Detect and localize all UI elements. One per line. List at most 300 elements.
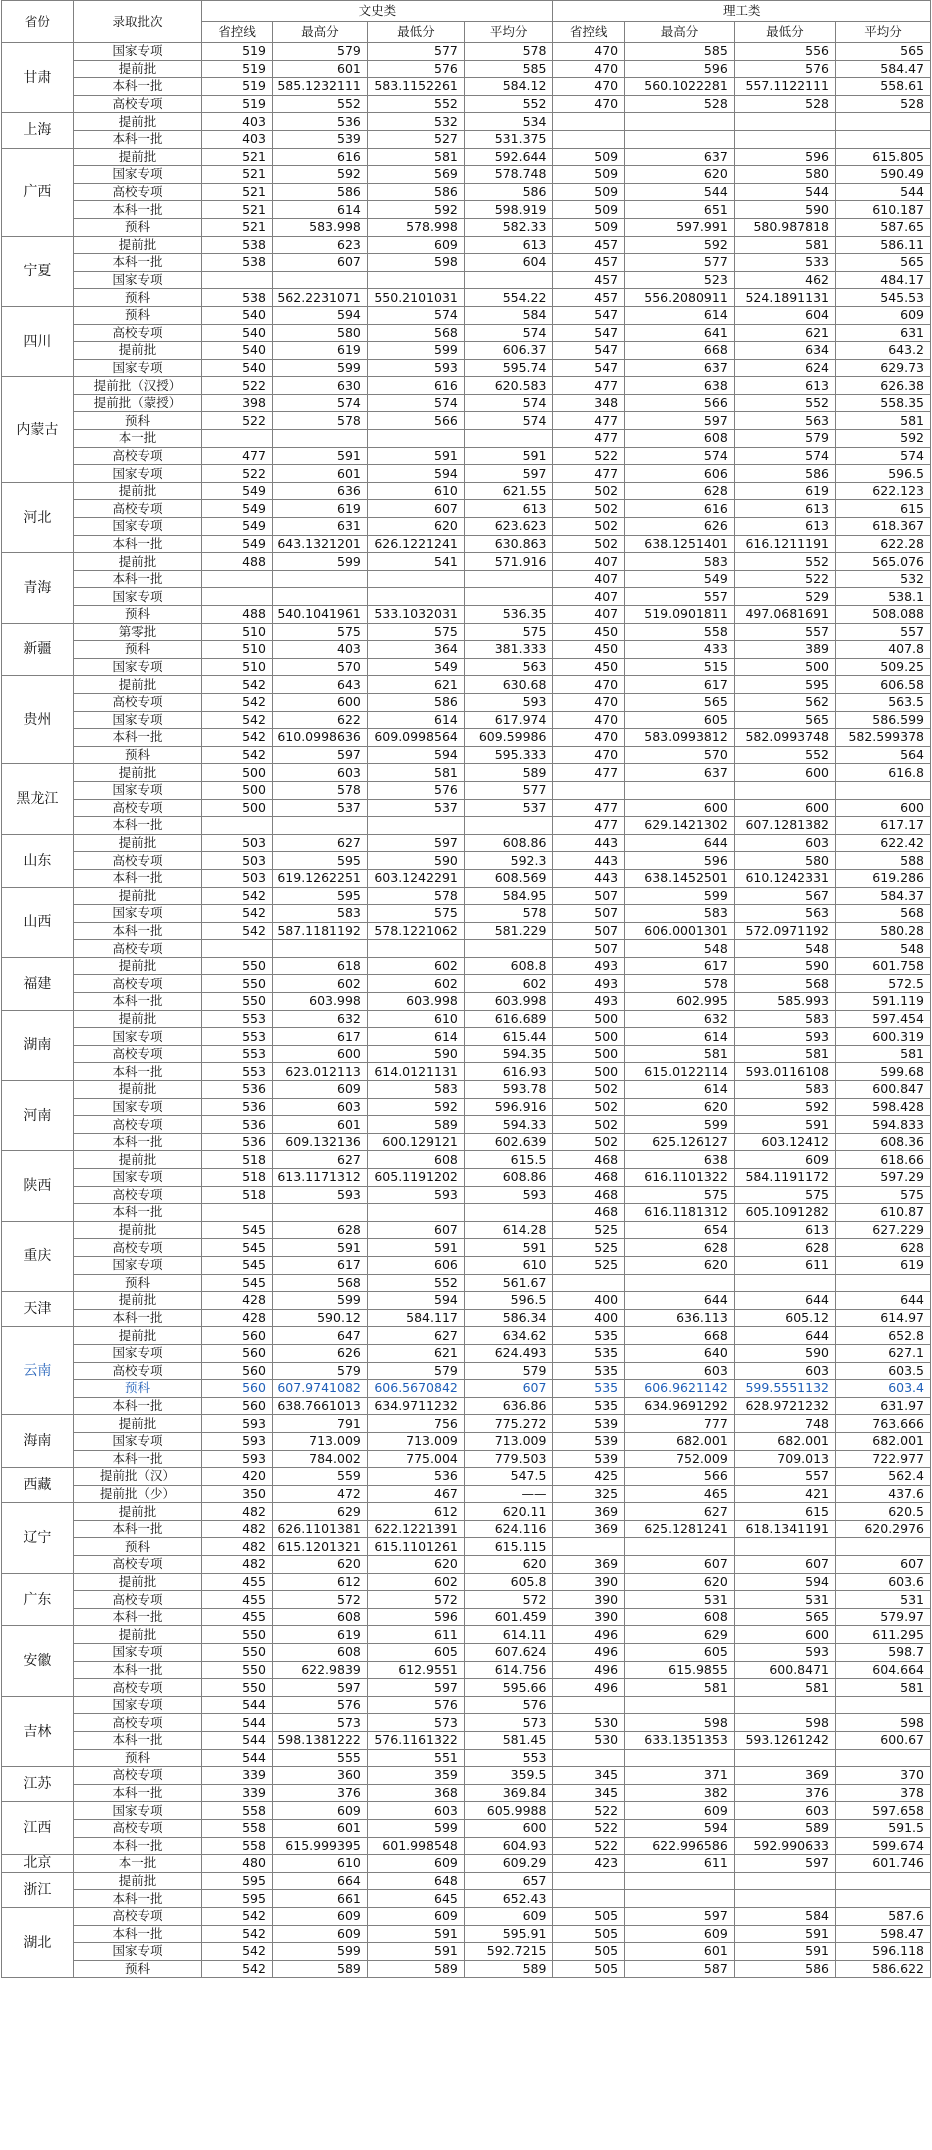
score-cell: 553 bbox=[202, 1010, 273, 1028]
score-cell: 713.009 bbox=[272, 1432, 367, 1450]
score-cell: 482 bbox=[202, 1520, 273, 1538]
score-cell bbox=[272, 271, 367, 289]
score-cell: 617.974 bbox=[464, 711, 553, 729]
score-cell bbox=[464, 570, 553, 588]
score-cell: 613 bbox=[734, 500, 835, 518]
table-row bbox=[2, 201, 931, 219]
batch-cell: 高校专项 bbox=[73, 1045, 202, 1063]
score-cell: 618.367 bbox=[836, 518, 931, 536]
score-cell: 519 bbox=[202, 60, 273, 78]
table-row bbox=[2, 1116, 931, 1134]
score-cell: 534 bbox=[464, 113, 553, 131]
score-cell: 509 bbox=[553, 183, 625, 201]
score-cell bbox=[553, 113, 625, 131]
score-cell: 589 bbox=[367, 1116, 464, 1134]
score-cell: 539 bbox=[553, 1415, 625, 1433]
table-row bbox=[2, 271, 931, 289]
table-row bbox=[2, 1925, 931, 1943]
score-cell: 606.9621142 bbox=[625, 1380, 735, 1398]
score-cell: 586.11 bbox=[836, 236, 931, 254]
score-cell: 582.33 bbox=[464, 218, 553, 236]
score-cell: 369 bbox=[553, 1520, 625, 1538]
batch-cell: 国家专项 bbox=[73, 588, 202, 606]
score-cell: 544 bbox=[734, 183, 835, 201]
score-cell: 583 bbox=[625, 553, 735, 571]
score-cell bbox=[202, 430, 273, 448]
score-cell: 556.2080911 bbox=[625, 289, 735, 307]
score-cell: 589 bbox=[272, 1960, 367, 1978]
score-cell: 775.004 bbox=[367, 1450, 464, 1468]
score-cell: 457 bbox=[553, 271, 625, 289]
score-cell: 602 bbox=[367, 1573, 464, 1591]
score-cell: 576 bbox=[464, 1696, 553, 1714]
score-cell: 542 bbox=[202, 693, 273, 711]
score-cell: 617 bbox=[625, 957, 735, 975]
score-cell: 668 bbox=[625, 342, 735, 360]
table-row bbox=[2, 342, 931, 360]
header-col: 平均分 bbox=[464, 22, 553, 43]
score-cell: 477 bbox=[553, 465, 625, 483]
score-cell: 619.1262251 bbox=[272, 869, 367, 887]
score-cell: 583 bbox=[625, 905, 735, 923]
batch-cell: 国家专项 bbox=[73, 359, 202, 377]
score-cell: 552 bbox=[367, 1274, 464, 1292]
score-cell: 591 bbox=[464, 1239, 553, 1257]
score-cell: 592 bbox=[734, 1098, 835, 1116]
score-cell: 578 bbox=[464, 43, 553, 61]
score-cell: 597 bbox=[272, 746, 367, 764]
score-cell: 661 bbox=[272, 1890, 367, 1908]
score-cell: 615.0122114 bbox=[625, 1063, 735, 1081]
batch-cell: 高校专项 bbox=[73, 1186, 202, 1204]
batch-cell: 高校专项 bbox=[73, 500, 202, 518]
table-row bbox=[2, 887, 931, 905]
score-cell: 581 bbox=[734, 1045, 835, 1063]
score-cell: 537 bbox=[272, 799, 367, 817]
score-cell: 622.996586 bbox=[625, 1837, 735, 1855]
score-cell: 403 bbox=[272, 641, 367, 659]
score-cell: 602 bbox=[464, 975, 553, 993]
score-cell: 622.28 bbox=[836, 535, 931, 553]
score-cell: 552 bbox=[734, 746, 835, 764]
score-cell: 552 bbox=[367, 95, 464, 113]
score-cell: 614 bbox=[625, 1081, 735, 1099]
score-cell: 682.001 bbox=[836, 1432, 931, 1450]
score-cell: 632 bbox=[625, 1010, 735, 1028]
score-cell: 654 bbox=[625, 1221, 735, 1239]
score-cell: 597.658 bbox=[836, 1802, 931, 1820]
score-cell: 606 bbox=[625, 465, 735, 483]
score-cell: 477 bbox=[553, 817, 625, 835]
batch-cell: 本科一批 bbox=[73, 1890, 202, 1908]
score-cell: 622.1221391 bbox=[367, 1520, 464, 1538]
score-cell: 378 bbox=[836, 1784, 931, 1802]
table-row bbox=[2, 1063, 931, 1081]
score-cell bbox=[836, 1696, 931, 1714]
score-cell: 630.68 bbox=[464, 676, 553, 694]
score-cell: 594 bbox=[367, 746, 464, 764]
score-cell: 545 bbox=[202, 1256, 273, 1274]
score-cell: 613 bbox=[734, 1221, 835, 1239]
score-cell: 605 bbox=[625, 1644, 735, 1662]
score-cell: 545 bbox=[202, 1274, 273, 1292]
score-cell: 502 bbox=[553, 1133, 625, 1151]
table-row bbox=[2, 412, 931, 430]
province-cell: 北京 bbox=[2, 1855, 74, 1873]
score-cell: 550 bbox=[202, 957, 273, 975]
score-cell: 579 bbox=[734, 430, 835, 448]
score-cell: 577 bbox=[464, 781, 553, 799]
score-cell: 616.1101322 bbox=[625, 1169, 735, 1187]
table-row bbox=[2, 1503, 931, 1521]
score-cell: 713.009 bbox=[367, 1432, 464, 1450]
batch-cell: 预科 bbox=[73, 412, 202, 430]
score-cell: 552 bbox=[734, 553, 835, 571]
province-cell: 吉林 bbox=[2, 1696, 74, 1766]
score-cell: 591 bbox=[734, 1116, 835, 1134]
score-cell: 601.746 bbox=[836, 1855, 931, 1873]
score-cell: 636.86 bbox=[464, 1397, 553, 1415]
batch-cell: 高校专项 bbox=[73, 1714, 202, 1732]
score-cell: 610 bbox=[367, 1010, 464, 1028]
score-cell bbox=[625, 1890, 735, 1908]
score-cell: 599.5551132 bbox=[734, 1380, 835, 1398]
score-cell bbox=[625, 1696, 735, 1714]
score-cell: 626.38 bbox=[836, 377, 931, 395]
score-cell: 605.1091282 bbox=[734, 1204, 835, 1222]
score-cell: 578.998 bbox=[367, 218, 464, 236]
score-cell: 589 bbox=[367, 1960, 464, 1978]
score-cell: 615 bbox=[836, 500, 931, 518]
score-cell: 547 bbox=[553, 342, 625, 360]
batch-cell: 提前批 bbox=[73, 1415, 202, 1433]
score-cell: 573 bbox=[464, 1714, 553, 1732]
score-cell: 500 bbox=[202, 781, 273, 799]
table-row bbox=[2, 1644, 931, 1662]
score-cell: 553 bbox=[202, 1028, 273, 1046]
score-cell: 592.990633 bbox=[734, 1837, 835, 1855]
score-cell bbox=[734, 1749, 835, 1767]
province-cell: 陕西 bbox=[2, 1151, 74, 1221]
batch-cell: 高校专项 bbox=[73, 324, 202, 342]
score-cell: 400 bbox=[553, 1292, 625, 1310]
table-row bbox=[2, 482, 931, 500]
score-cell: 588 bbox=[836, 852, 931, 870]
score-cell: 616.1211191 bbox=[734, 535, 835, 553]
score-cell: 570 bbox=[272, 658, 367, 676]
score-cell: 550 bbox=[202, 975, 273, 993]
score-cell: 593 bbox=[367, 1186, 464, 1204]
score-cell: 539 bbox=[553, 1450, 625, 1468]
score-cell: 603 bbox=[734, 1362, 835, 1380]
score-cell: 574 bbox=[367, 394, 464, 412]
batch-cell: 第零批 bbox=[73, 623, 202, 641]
score-cell: 457 bbox=[553, 236, 625, 254]
score-cell: 500 bbox=[202, 799, 273, 817]
score-cell bbox=[272, 430, 367, 448]
batch-cell: 本一批 bbox=[73, 1855, 202, 1873]
table-row bbox=[2, 957, 931, 975]
score-cell: 581 bbox=[367, 148, 464, 166]
batch-cell: 高校专项 bbox=[73, 1591, 202, 1609]
score-cell: 509.25 bbox=[836, 658, 931, 676]
score-cell: 643 bbox=[272, 676, 367, 694]
batch-cell: 高校专项 bbox=[73, 975, 202, 993]
table-row bbox=[2, 729, 931, 747]
score-cell: 545 bbox=[202, 1221, 273, 1239]
score-cell: 609.59986 bbox=[464, 729, 553, 747]
batch-cell: 提前批 bbox=[73, 1292, 202, 1310]
score-cell: 626.1221241 bbox=[367, 535, 464, 553]
score-cell bbox=[272, 940, 367, 958]
score-cell: 542 bbox=[202, 905, 273, 923]
score-cell: 623.623 bbox=[464, 518, 553, 536]
score-cell: 521 bbox=[202, 218, 273, 236]
table-row bbox=[2, 1081, 931, 1099]
score-cell: 600 bbox=[836, 799, 931, 817]
table-row bbox=[2, 1890, 931, 1908]
score-cell: 538 bbox=[202, 254, 273, 272]
batch-cell: 国家专项 bbox=[73, 465, 202, 483]
score-cell: 602 bbox=[367, 957, 464, 975]
score-cell: 607 bbox=[272, 254, 367, 272]
province-cell: 四川 bbox=[2, 306, 74, 376]
score-cell: 607 bbox=[734, 1556, 835, 1574]
score-cell: 603 bbox=[734, 1802, 835, 1820]
score-cell: 657 bbox=[464, 1872, 553, 1890]
score-cell: 595 bbox=[202, 1872, 273, 1890]
score-cell: 615.115 bbox=[464, 1538, 553, 1556]
score-cell: 583 bbox=[272, 905, 367, 923]
score-cell: 603.998 bbox=[272, 993, 367, 1011]
province-cell: 宁夏 bbox=[2, 236, 74, 306]
score-cell: 578 bbox=[367, 887, 464, 905]
score-cell: 610.87 bbox=[836, 1204, 931, 1222]
score-cell: 598.1381222 bbox=[272, 1732, 367, 1750]
score-cell: 605.1191202 bbox=[367, 1169, 464, 1187]
score-cell: 605 bbox=[367, 1644, 464, 1662]
table-row bbox=[2, 1186, 931, 1204]
score-cell: 591 bbox=[734, 1943, 835, 1961]
score-cell: 325 bbox=[553, 1485, 625, 1503]
table-row bbox=[2, 1292, 931, 1310]
score-cell: 576.1161322 bbox=[367, 1732, 464, 1750]
score-cell: 601 bbox=[272, 465, 367, 483]
score-cell: 500 bbox=[553, 1010, 625, 1028]
table-row bbox=[2, 78, 931, 96]
table-row bbox=[2, 113, 931, 131]
score-cell: 443 bbox=[553, 834, 625, 852]
score-cell: 518 bbox=[202, 1169, 273, 1187]
score-cell: 542 bbox=[202, 746, 273, 764]
score-cell: 465 bbox=[625, 1485, 735, 1503]
score-cell: 584.47 bbox=[836, 60, 931, 78]
score-cell: 540 bbox=[202, 324, 273, 342]
table-row bbox=[2, 1380, 931, 1398]
score-cell: 622 bbox=[272, 711, 367, 729]
score-cell: 586 bbox=[734, 465, 835, 483]
score-cell: 551 bbox=[367, 1749, 464, 1767]
score-cell: 544 bbox=[202, 1732, 273, 1750]
score-cell: 565 bbox=[734, 711, 835, 729]
score-cell: 607.1281382 bbox=[734, 817, 835, 835]
score-cell: 612 bbox=[272, 1573, 367, 1591]
table-row bbox=[2, 940, 931, 958]
score-cell: 507 bbox=[553, 922, 625, 940]
score-cell: 628 bbox=[836, 1239, 931, 1257]
batch-cell: 提前批 bbox=[73, 148, 202, 166]
score-cell bbox=[464, 588, 553, 606]
score-cell bbox=[734, 1538, 835, 1556]
score-cell: 592 bbox=[272, 166, 367, 184]
score-cell: 470 bbox=[553, 676, 625, 694]
header-batch: 录取批次 bbox=[73, 1, 202, 43]
batch-cell: 预科 bbox=[73, 1380, 202, 1398]
score-cell: 638.7661013 bbox=[272, 1397, 367, 1415]
score-cell: 577 bbox=[625, 254, 735, 272]
score-cell: 651 bbox=[625, 201, 735, 219]
score-cell: 580 bbox=[734, 852, 835, 870]
header-col: 最高分 bbox=[272, 22, 367, 43]
score-cell bbox=[272, 588, 367, 606]
batch-cell: 国家专项 bbox=[73, 1943, 202, 1961]
score-cell: 477 bbox=[553, 377, 625, 395]
score-cell: 620 bbox=[625, 1573, 735, 1591]
score-cell: 555 bbox=[272, 1749, 367, 1767]
score-cell: 620 bbox=[625, 166, 735, 184]
score-cell: 580 bbox=[734, 166, 835, 184]
score-cell: 525 bbox=[553, 1239, 625, 1257]
batch-cell: 预科 bbox=[73, 1538, 202, 1556]
score-cell: 615.805 bbox=[836, 148, 931, 166]
province-cell: 山东 bbox=[2, 834, 74, 887]
score-cell: 775.272 bbox=[464, 1415, 553, 1433]
batch-cell: 本科一批 bbox=[73, 1732, 202, 1750]
score-cell bbox=[625, 1538, 735, 1556]
score-cell: 502 bbox=[553, 1098, 625, 1116]
batch-cell: 提前批 bbox=[73, 887, 202, 905]
batch-cell: 国家专项 bbox=[73, 1432, 202, 1450]
table-row bbox=[2, 535, 931, 553]
score-cell: 575 bbox=[464, 623, 553, 641]
score-cell: 603 bbox=[367, 1802, 464, 1820]
score-cell: 547.5 bbox=[464, 1468, 553, 1486]
score-cell: 381.333 bbox=[464, 641, 553, 659]
score-cell: 586 bbox=[367, 693, 464, 711]
score-cell: 530 bbox=[553, 1732, 625, 1750]
batch-cell: 本科一批 bbox=[73, 1133, 202, 1151]
score-cell: 609 bbox=[625, 1802, 735, 1820]
score-cell: 632 bbox=[272, 1010, 367, 1028]
score-cell: 574 bbox=[367, 306, 464, 324]
batch-cell: 高校专项 bbox=[73, 183, 202, 201]
score-cell: 597 bbox=[367, 1679, 464, 1697]
score-cell: 563.5 bbox=[836, 693, 931, 711]
score-cell: 579 bbox=[272, 43, 367, 61]
score-cell: 566 bbox=[625, 394, 735, 412]
score-cell bbox=[625, 1872, 735, 1890]
score-cell: 510 bbox=[202, 658, 273, 676]
score-cell: 587.65 bbox=[836, 218, 931, 236]
score-cell: 601 bbox=[625, 1943, 735, 1961]
score-cell: 496 bbox=[553, 1679, 625, 1697]
score-cell: 566 bbox=[625, 1468, 735, 1486]
score-cell: 531 bbox=[625, 1591, 735, 1609]
score-cell: 593.78 bbox=[464, 1081, 553, 1099]
score-cell: 616 bbox=[272, 148, 367, 166]
score-cell: 629.73 bbox=[836, 359, 931, 377]
score-cell: 345 bbox=[553, 1767, 625, 1785]
score-cell: 595.91 bbox=[464, 1925, 553, 1943]
score-cell: 610.1242331 bbox=[734, 869, 835, 887]
score-cell: 607 bbox=[464, 1380, 553, 1398]
batch-cell: 提前批 bbox=[73, 1010, 202, 1028]
score-cell: 622.123 bbox=[836, 482, 931, 500]
table-row bbox=[2, 1696, 931, 1714]
score-cell: 609 bbox=[272, 1925, 367, 1943]
score-cell: 529 bbox=[734, 588, 835, 606]
score-cell: 484.17 bbox=[836, 271, 931, 289]
score-cell: 477 bbox=[553, 764, 625, 782]
score-cell bbox=[836, 113, 931, 131]
score-cell: 574 bbox=[625, 447, 735, 465]
score-cell: 538 bbox=[202, 236, 273, 254]
score-cell: 593 bbox=[464, 1186, 553, 1204]
score-cell: 508.088 bbox=[836, 606, 931, 624]
score-cell: 477 bbox=[553, 412, 625, 430]
province-cell: 重庆 bbox=[2, 1221, 74, 1291]
table-row bbox=[2, 676, 931, 694]
score-cell: 522 bbox=[202, 377, 273, 395]
score-cell: 722.977 bbox=[836, 1450, 931, 1468]
table-row bbox=[2, 869, 931, 887]
table-row bbox=[2, 1520, 931, 1538]
table-row bbox=[2, 1256, 931, 1274]
score-cell: 591.5 bbox=[836, 1819, 931, 1837]
table-row bbox=[2, 693, 931, 711]
score-cell: 601.459 bbox=[464, 1608, 553, 1626]
score-cell: 585 bbox=[625, 43, 735, 61]
score-cell: 591 bbox=[367, 1943, 464, 1961]
score-cell: 630.863 bbox=[464, 535, 553, 553]
table-row bbox=[2, 641, 931, 659]
score-cell: 620 bbox=[367, 1556, 464, 1574]
score-cell: 570 bbox=[625, 746, 735, 764]
score-cell: 603 bbox=[272, 764, 367, 782]
province-cell: 贵州 bbox=[2, 676, 74, 764]
score-cell: 554.22 bbox=[464, 289, 553, 307]
score-cell: 644 bbox=[836, 1292, 931, 1310]
score-cell: 591 bbox=[272, 447, 367, 465]
score-cell: 544 bbox=[202, 1696, 273, 1714]
score-cell: 359 bbox=[367, 1767, 464, 1785]
score-cell: 544 bbox=[836, 183, 931, 201]
score-cell: 615.5 bbox=[464, 1151, 553, 1169]
score-cell: 638.1251401 bbox=[625, 535, 735, 553]
score-cell: 457 bbox=[553, 289, 625, 307]
table-row bbox=[2, 394, 931, 412]
table-row bbox=[2, 1327, 931, 1345]
score-cell: 390 bbox=[553, 1573, 625, 1591]
score-cell: 597 bbox=[367, 834, 464, 852]
score-cell: 631.97 bbox=[836, 1397, 931, 1415]
table-row bbox=[2, 1274, 931, 1292]
score-cell: 581 bbox=[836, 1045, 931, 1063]
score-cell: 603 bbox=[272, 1098, 367, 1116]
batch-cell: 国家专项 bbox=[73, 1169, 202, 1187]
score-cell: 558 bbox=[625, 623, 735, 641]
score-cell: 536 bbox=[367, 1468, 464, 1486]
